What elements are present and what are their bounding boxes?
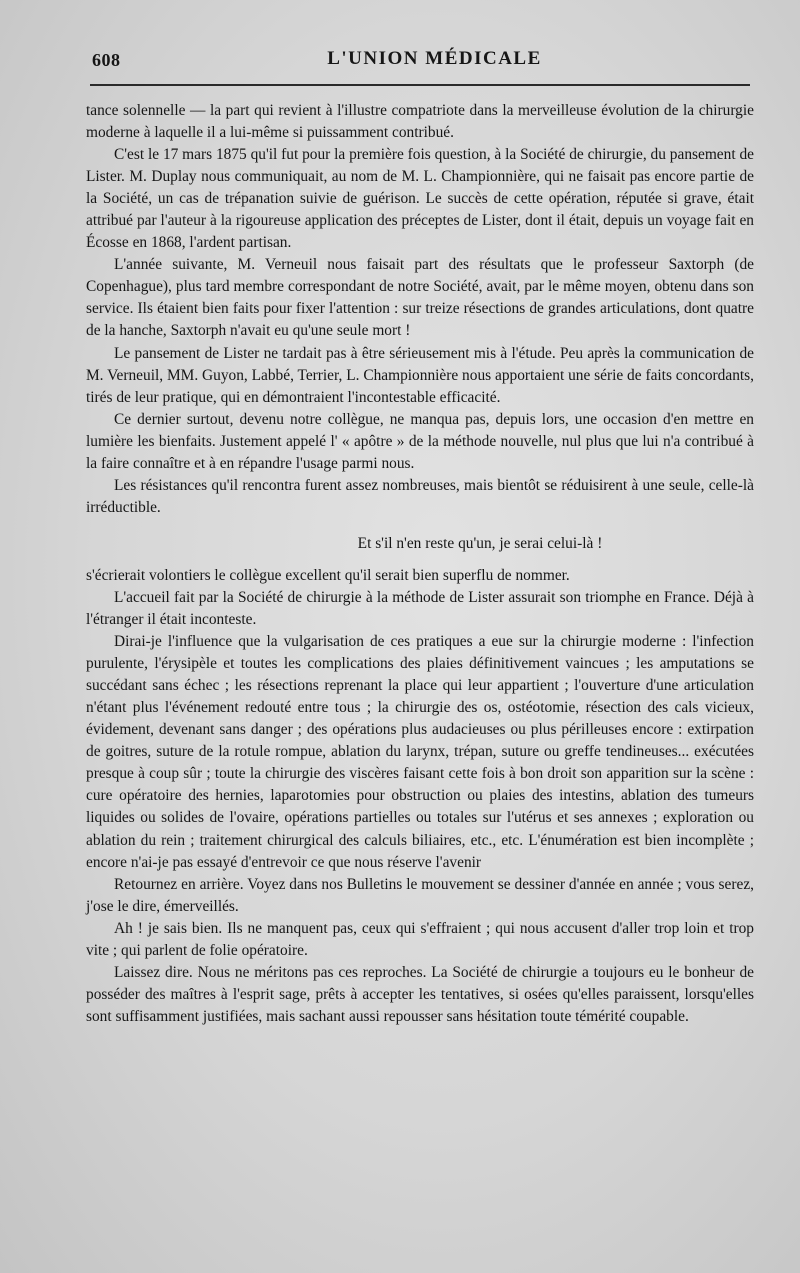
paragraph: Le pansement de Lister ne tardait pas à être sérieusement mis à l'étude. Peu après la communication de M. Verneuil, MM. Guyon, Labbé, Terrier, L. Championnière nous apportaient une série de faits concordants, tirés de leur pratique, qui en démontraient l'incontestable efficacité. (86, 344, 754, 406)
paragraph: Laissez dire. Nous ne méritons pas ces reproches. La Société de chirurgie a toujours eu le bonheur de posséder des maîtres à l'esprit sage, prêts à accepter les tentatives, si osées qu'elles paraissent, lorsqu'elles sont suffisamment justifiées, mais sachant aussi repousser sans hésitation toute témérité coupable. (86, 963, 754, 1025)
paragraph: Dirai-je l'influence que la vulgarisation de ces pratiques a eue sur la chirurgie moderne : l'infection purulente, l'érysipèle et toutes les complications des plaies définitivement vaincues ; les amputations se succédant sans échec ; les résections reprenant la place qui leur appartient ; l'ouverture d'une articulation n'étant plus l'événement redouté entre tous ; la chirurgie des os, ostéotomie, résection des cals vicieux, évidement, devenant sans danger ; des opérations plus audacieuses ou plus périlleuses encore : extirpation de goitres, suture de la rotule rompue, ablation du larynx, trépan, suture ou greffe tendineuses... exécutées presque à coup sûr ; toute la chirurgie des viscères faisant cette fois à bon droit son apparition sur la scène : cure opératoire des hernies, laparotomies pour obstruction ou plaies des intestins, ablation des tumeurs liquides ou solides de l'ovaire, opérations partielles ou totales sur l'utérus et ses annexes ; exploration ou ablation du rein ; traitement chirurgical des calculs biliaires, etc., etc. L'énumération est bien incomplète ; encore n'ai-je pas essayé d'entrevoir ce que nous réserve l'avenir (86, 633, 754, 871)
journal-title: L'UNION MÉDICALE (327, 48, 542, 69)
paragraph: tance solennelle — la part qui revient à l'illustre compatriote dans la merveilleuse évolution de la chirurgie moderne à laquelle il a lui-même si puissamment contribué. (86, 102, 754, 142)
running-header (92, 42, 747, 82)
paragraph: L'année suivante, M. Verneuil nous faisait part des résultats que le professeur Saxtorph (de Copenhague), plus tard membre correspondant de notre Société, avait, par le même moyen, obtenu dans son service. Ils étaient bien faits pour fixer l'attention : sur treize résections de grandes articulations, dont quatre de la hanche, Saxtorph n'avait eu qu'une seule mort ! (86, 256, 754, 340)
paragraph: Retournez en arrière. Voyez dans nos Bulletins le mouvement se dessiner d'année en année ; vous serez, j'ose le dire, émerveillés. (86, 875, 754, 915)
paragraph: L'accueil fait par la Société de chirurgie à la méthode de Lister assurait son triomphe en France. Déjà à l'étranger il était inconteste. (86, 588, 754, 629)
quotation: Et s'il n'en reste qu'un, je serai celui-là ! (357, 534, 603, 552)
paragraph: C'est le 17 mars 1875 qu'il fut pour la première fois question, à la Société de chirurgie, du pansement de Lister. M. Duplay nous communiquait, au nom de M. L. Championnière, qui ne faisait pas encore partie de la Société, un cas de trépanation suivie de guérison. Le succès de cette opération, réputée si grave, était attribué par l'auteur à la rigoureuse application des préceptes de Lister, dont il était, depuis un voyage fait en Écosse en 1868, l'ardent partisan. (86, 146, 754, 252)
paragraph: Ce dernier surtout, devenu notre collègue, ne manqua pas, depuis lors, une occasion d'en mettre en lumière les bienfaits. Justement appelé l' « apôtre » de la méthode nouvelle, nul plus que lui n'a contribué à la faire connaître et à en répandre l'usage parmi nous. (86, 410, 754, 472)
body-text (86, 100, 754, 1028)
paragraph: Ah ! je sais bien. Ils ne manquent pas, ceux qui s'effraient ; qui nous accusent d'aller trop loin et trop vite ; qui parlent de folie opératoire. (86, 919, 754, 959)
paragraph: s'écrierait volontiers le collègue excellent qu'il serait bien superflu de nommer. (86, 566, 570, 584)
page-number: 608 (92, 50, 121, 70)
paragraph: Les résistances qu'il rencontra furent assez nombreuses, mais bientôt se réduisirent à une seule, celle-là irréductible. (86, 476, 754, 516)
header-rule (90, 84, 750, 86)
